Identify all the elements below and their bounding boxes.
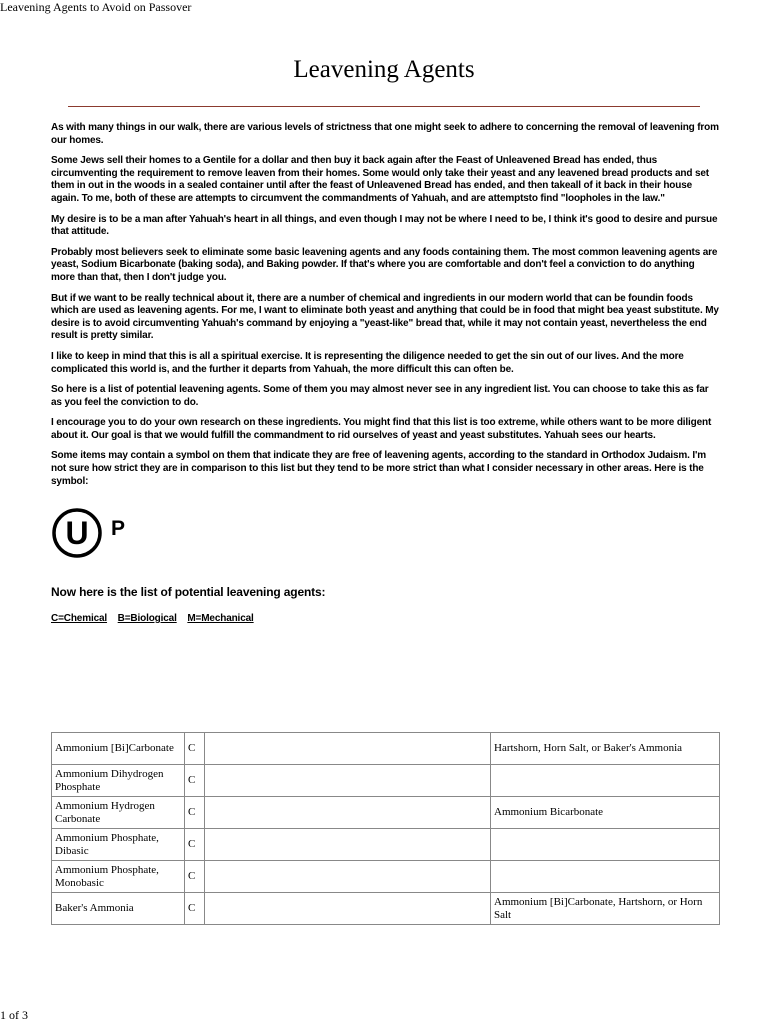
table-row xyxy=(52,733,720,765)
agent-category: C xyxy=(185,765,205,797)
document-body xyxy=(51,122,719,625)
agent-name: Ammonium [Bi]Carbonate xyxy=(52,733,185,765)
paragraph: Probably most believers seek to eliminate some basic leavening agents and any foods containing them. The most common leavening agents are yeast, Sodium Bicarbonate (baking soda), and Baking powder. If that's where you are comfortable and don't feel a conviction to do anything more than that, then I don't judge you. xyxy=(51,246,718,283)
document-title: Leavening Agents xyxy=(293,56,475,83)
paragraph: As with many things in our walk, there are various levels of strictness that one might seek to adhere to concerning the removal of leavening from our homes. xyxy=(51,122,719,146)
agent-category: C xyxy=(185,829,205,861)
table-row xyxy=(52,765,720,797)
agent-note xyxy=(205,797,491,829)
table-row xyxy=(52,893,720,925)
page-number: 1 of 3 xyxy=(0,1008,28,1022)
agent-category: C xyxy=(185,861,205,893)
leavening-agents-table xyxy=(51,732,720,925)
page-header-title: Leavening Agents to Avoid on Passover xyxy=(0,0,192,14)
table-row xyxy=(52,861,720,893)
paragraph: I like to keep in mind that this is all a spiritual exercise. It is representing the diligence needed to get the sin out of our lives. And the more complicated this world is, and the further it departs from Yahuah, the more difficult this can often be. xyxy=(51,350,684,375)
symbol-suffix-letter: P xyxy=(111,517,125,541)
category-legend xyxy=(51,613,719,626)
legend-biological: B=Biological xyxy=(117,612,177,624)
agent-name: Ammonium Hydrogen Carbonate xyxy=(52,797,185,829)
agent-note xyxy=(205,765,491,797)
agent-alias: Ammonium [Bi]Carbonate, Hartshorn, or Horn Salt xyxy=(491,893,720,925)
agent-alias: Ammonium Bicarbonate xyxy=(491,797,720,829)
agent-note xyxy=(205,861,491,893)
agent-alias xyxy=(491,861,720,893)
title-divider xyxy=(68,106,700,107)
agent-category: C xyxy=(185,733,205,765)
paragraph: I encourage you to do your own research on these ingredients. You might find that this list is too extreme, while others want to be more diligent about it. Our goal is that we would fulfill the commandment to rid ourselves of yeast and yeast substitutes. Yahuah sees our hearts. xyxy=(51,417,712,441)
paragraph: Some Jews sell their homes to a Gentile for a dollar and then buy it back again after the Feast of Unleavened Bread has ended, thus circumventing the requirement to remove leaven from their homes. Some would only take their yeast and any leavened bread products and set them in out in the woods in a sealed container until after the feast of Unleavened Bread has ended, and then takeall of it back in their house again. To me, both of these are attempts to circumvent the commandments of Yahuah, and are attemptsto find "loopholes in the law." xyxy=(51,155,709,204)
list-heading: Now here is the list of potential leavening agents: xyxy=(51,585,326,600)
symbol-circle-letter: U xyxy=(65,515,89,552)
agent-alias: Hartshorn, Horn Salt, or Baker's Ammonia xyxy=(491,733,720,765)
paragraph: So here is a list of potential leavening agents. Some of them you may almost never see in any ingredient list. You can choose to take this as far as you feel the conviction to do. xyxy=(51,384,709,408)
agent-note xyxy=(205,829,491,861)
agent-category: C xyxy=(185,893,205,925)
paragraph: Some items may contain a symbol on them that indicate they are free of leavening agents, according to the standard in Orthodox Judaism. I'm not sure how strict they are in comparison to this list but they tend to be more strict than what I consider necessary in other areas. Here is the symbol: xyxy=(51,450,707,487)
agent-category: C xyxy=(185,797,205,829)
table-row xyxy=(52,797,720,829)
agent-name: Baker's Ammonia xyxy=(52,893,185,925)
agent-name: Ammonium Phosphate, Monobasic xyxy=(52,861,185,893)
agent-name: Ammonium Dihydrogen Phosphate xyxy=(52,765,185,797)
paragraph: My desire is to be a man after Yahuah's heart in all things, and even though I may not be where I need to be, I think it's good to desire and pursue that attitude. xyxy=(51,213,718,238)
agent-alias xyxy=(491,829,720,861)
agent-name: Ammonium Phosphate, Dibasic xyxy=(52,829,185,861)
legend-chemical: C=Chemical xyxy=(51,612,108,624)
legend-mechanical: M=Mechanical xyxy=(187,612,254,624)
table-row xyxy=(52,829,720,861)
agent-note xyxy=(205,893,491,925)
agent-note xyxy=(205,733,491,765)
paragraph: But if we want to be really technical about it, there are a number of chemical and ingredients in our modern world that can be foundin foods which are used as leavening agents. For me, I want to eliminate both yeast and anything that could be in food that might bea yeast substitute. My desire is to avoid circumventing Yahuah's command by enjoying a "yeast-like" bread that, while it may not contain yeast, nevertheless the end result is pretty similar. xyxy=(51,292,719,342)
agent-alias xyxy=(491,765,720,797)
kosher-for-passover-symbol xyxy=(51,500,131,564)
